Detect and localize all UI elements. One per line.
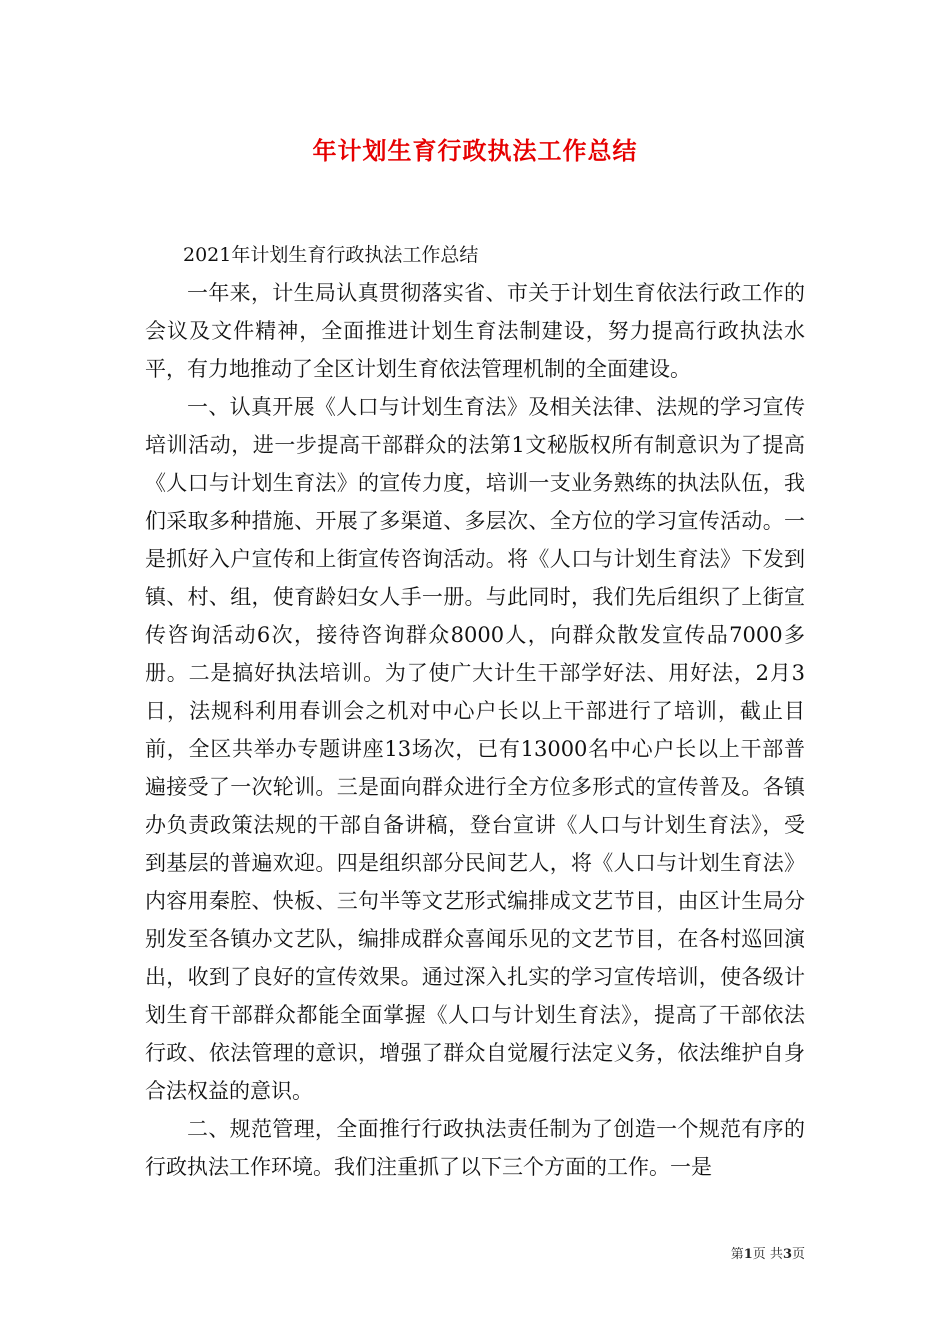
footer-suffix: 页 — [791, 1247, 805, 1262]
page-number-footer — [731, 1246, 805, 1264]
footer-current-page: 1 — [743, 1247, 753, 1262]
footer-total-pages: 3 — [782, 1247, 792, 1262]
document-title: 年计划生育行政执法工作总结 — [312, 136, 638, 165]
paragraph-section-two: 二、规范管理，全面推行行政执法责任制为了创造一个规范有序的行政执法工作环境。我们注重抓了以下三个方面的工作。一是 — [145, 1117, 805, 1179]
footer-middle: 页 共 — [752, 1247, 783, 1262]
footer-prefix: 第 — [730, 1247, 744, 1262]
document-body — [145, 236, 805, 1186]
paragraph-section-one: 一、认真开展《人口与计划生育法》及相关法律、法规的学习宣传培训活动，进一步提高干部群众的法第1文秘版权所有制意识为了提高《人口与计划生育法》的宣传力度，培训一支业务熟练的执法队伍，我们采取多种措施、开展了多渠道、多层次、全方位的学习宣传活动。一是抓好入户宣传和上街宣传咨询活动。将《人口与计划生育法》下发到镇、村、组，使育龄妇女人手一册。与此同时，我们先后组织了上街宣传咨询活动6次，接待咨询群众8000人，向群众散发宣传品7000多册。二是搞好执法培训。为了使广大计生干部学好法、用好法，2月3日，法规科利用春训会之机对中心户长以上干部进行了培训，截止目前，全区共举办专题讲座13场次，已有13000名中心户长以上干部普遍接受了一次轮训。三是面向群众进行全方位多形式的宣传普及。各镇办负责政策法规的干部自备讲稿，登台宣讲《人口与计划生育法》，受到基层的普遍欢迎。四是组织部分民间艺人，将《人口与计划生育法》内容用秦腔、快板、三句半等文艺形式编排成文艺节目，由区计生局分别发至各镇办文艺队，编排成群众喜闻乐见的文艺节目，在各村巡回演出，收到了良好的宣传效果。通过深入扎实的学习宣传培训，使各级计划生育干部群众都能全面掌握《人口与计划生育法》，提高了干部依法行政、依法管理的意识，增强了群众自觉履行法定义务，依法维护自身合法权益的意识。 — [145, 395, 805, 1103]
paragraph-intro: 一年来，计生局认真贯彻落实省、市关于计划生育依法行政工作的会议及文件精神，全面推进计划生育法制建设，努力提高行政执法水平，有力地推动了全区计划生育依法管理机制的全面建设。 — [145, 281, 805, 381]
document-subtitle: 2021年计划生育行政执法工作总结 — [183, 244, 479, 266]
